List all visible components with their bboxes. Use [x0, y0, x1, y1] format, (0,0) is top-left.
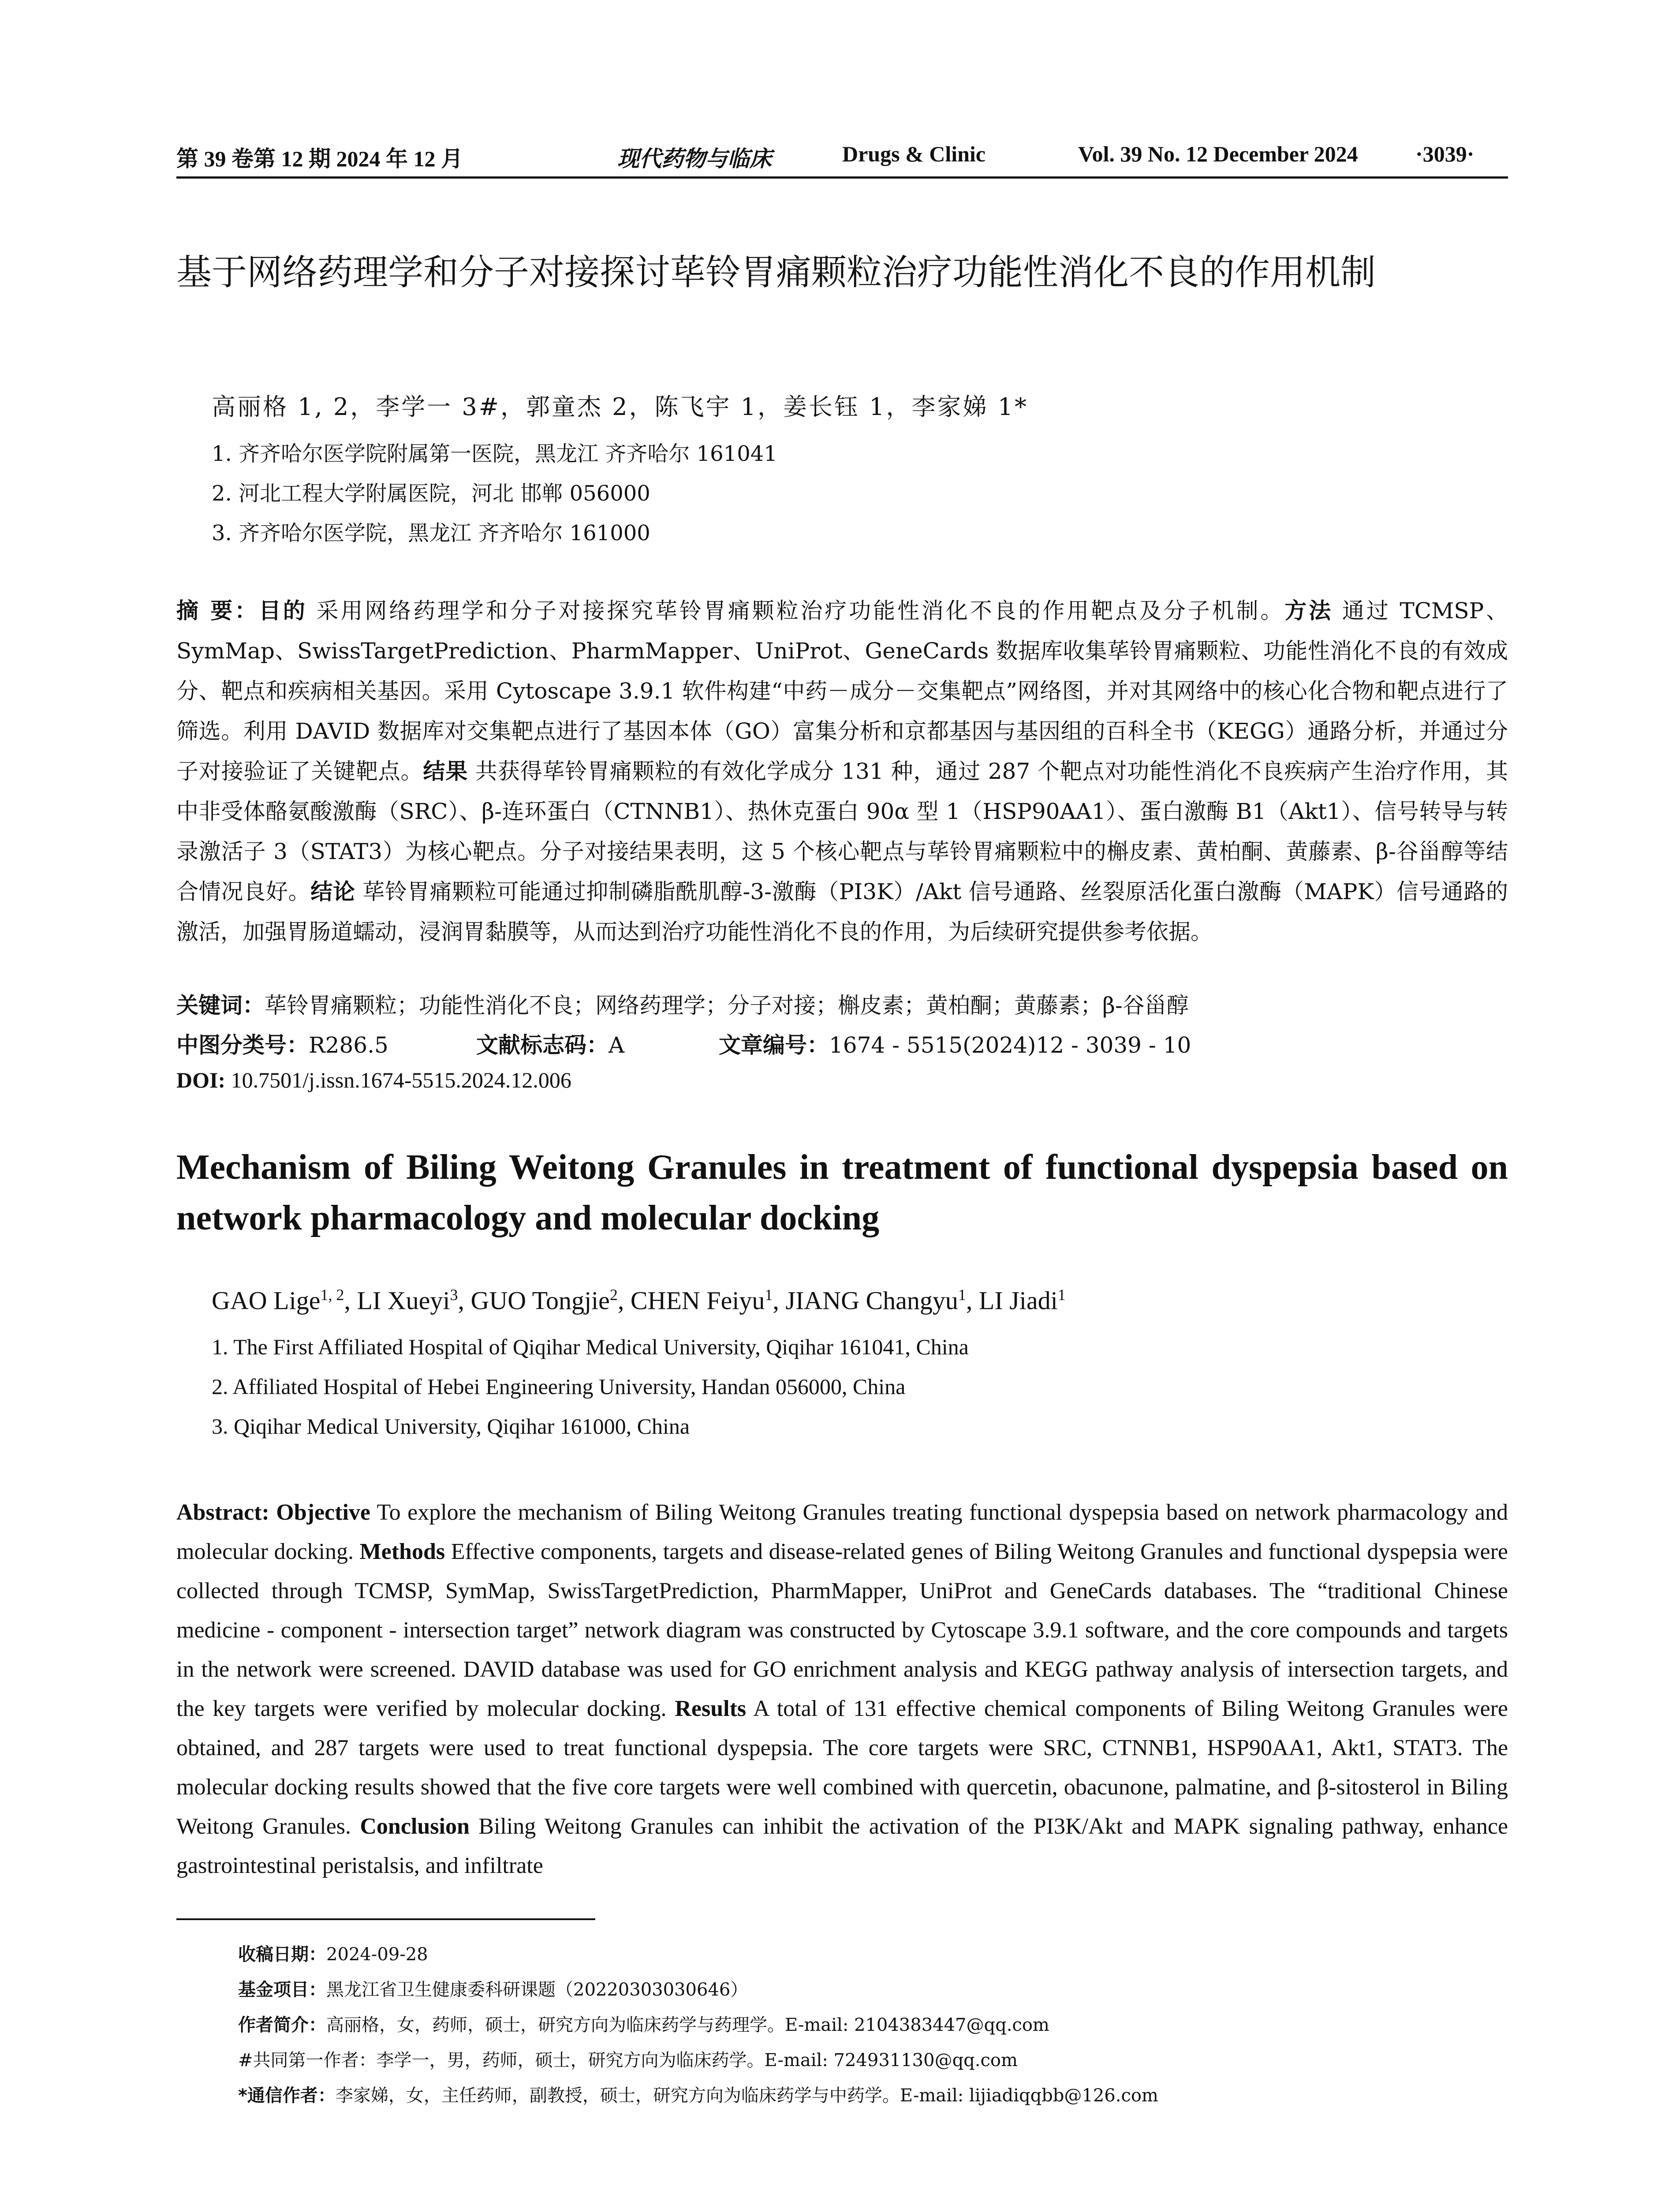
- en-author: CHEN Feiyu: [630, 1286, 765, 1315]
- en-authors: GAO Lige$^{1, 2}$, LI Xueyi$^3$, GUO Tongjie$^2$, CHEN Feiyu$^1$, JIANG Changyu$^1$, LI Jiadi$^1$: [212, 1286, 1066, 1315]
- footnote-text: 2024-09-28: [326, 1944, 428, 1965]
- en-affiliation-2: 2. Affiliated Hospital of Hebei Engineering University, Handan 056000, China: [212, 1374, 906, 1399]
- en-affiliation-1: 1. The First Affiliated Hospital of Qiqihar Medical University, Qiqihar 161041, China: [212, 1334, 969, 1359]
- en-abstract-conclusion-label: Conclusion: [360, 1814, 470, 1839]
- cn-abstract-results: 共获得荜铃胃痛颗粒的有效化学成分 131 种，通过 287 个靶点对功能性消化不良疾病产生治疗作用，其中非受体酪氨酸激酶（SRC）、β-连环蛋白（CTNNB1）、热休克蛋白 90α 型 1（HSP90AA1）、蛋白激酶 B1（Akt1）、信号转导与转录激活子 3（STAT3）为核心靶点。分子对接结果表明，这 5 个核心靶点与荜铃胃痛颗粒中的槲皮素、黄柏酮、黄藤素、β-谷甾醇等结合情况良好。: [176, 759, 1508, 904]
- footnote-text: 李家娣，女，主任药师，副教授，硕士，研究方向为临床药学与中药学。E-mail: lijiadiqqbb@126.com: [335, 2085, 1158, 2106]
- en-author-sup: 1: [958, 1286, 966, 1304]
- en-title: Mechanism of Biling Weitong Granules in treatment of functional dyspepsia based on network pharmacology and molecular docking: [176, 1148, 1508, 1237]
- cn-abstract-methods: 通过 TCMSP、SymMap、SwissTargetPrediction、PharmMapper、UniProt、GeneCards 数据库收集荜铃胃痛颗粒、功能性消化不良的有效成分、靶点和疾病相关基因。采用 Cytoscape 3.9.1 软件构建“中药－成分－交集靶点”网络图，并对其网络中的核心化合物和靶点进行了筛选。利用 DAVID 数据库对交集靶点进行了基因本体（GO）富集分析和京都基因与基因组的百科全书（KEGG）通路分析，并通过分子对接验证了关键靶点。: [176, 598, 1508, 784]
- doi-line: [176, 1067, 1508, 1093]
- en-author: LI Xueyi: [357, 1286, 450, 1315]
- cn-abstract-methods-label: 方法: [1284, 598, 1333, 624]
- footnote-label: #共同第一作者：: [238, 2050, 377, 2070]
- footnote-author-bio: [238, 2011, 1473, 2036]
- footnote-label: 基金项目：: [238, 1980, 326, 2000]
- cn-affiliation-2: 2. 河北工程大学附属医院，河北 邯郸 056000: [212, 481, 650, 506]
- en-author: GAO Lige: [212, 1286, 321, 1315]
- en-author: GUO Tongjie: [470, 1286, 610, 1315]
- doc-code-label: 文献标志码：: [476, 1032, 609, 1058]
- footnote-text: 高丽格，女，药师，硕士，研究方向为临床药学与药理学。E-mail: 2104383447@qq.com: [326, 2015, 1049, 2035]
- footnote-label: 收稿日期：: [238, 1944, 326, 1965]
- cn-classification: [176, 1028, 1508, 1059]
- cn-abstract-objective: 采用网络药理学和分子对接探究荜铃胃痛颗粒治疗功能性消化不良的作用靶点及分子机制。: [307, 598, 1285, 624]
- header-issue-cn: 第 39 卷第 12 期 2024 年 12 月: [176, 146, 463, 171]
- cn-abstract-conclusion-label: 结论: [310, 879, 355, 904]
- footnote-label: 作者简介：: [238, 2015, 326, 2035]
- footnote-received: [238, 1940, 1473, 1966]
- doc-code-value: A: [609, 1032, 625, 1058]
- en-abstract-objective: To explore the mechanism of Biling Weitong Granules treating functional dyspepsia based on network pharmacology and molecular docking.: [176, 1500, 1508, 1564]
- cn-abstract-objective-label: 目的: [258, 598, 307, 624]
- header-page-number: ·3039·: [1415, 142, 1475, 166]
- article-no-value: 1674 - 5515(2024)12 - 3039 - 10: [829, 1032, 1191, 1058]
- en-abstract-methods: Effective components, targets and disease-related genes of Biling Weitong Granules and functional dyspepsia were collected through TCMSP, SymMap, SwissTargetPrediction, PharmMapper, UniProt and GeneCards databases. The “traditional Chinese medicine - component - intersection target” network diagram was constructed by Cytoscape 3.9.1 software, and the core compounds and targets in the network were screened. DAVID database was used for GO enrichment analysis and KEGG pathway analysis of intersection targets, and the key targets were verified by molecular docking.: [176, 1539, 1508, 1721]
- cn-affiliation-1: 1. 齐齐哈尔医学院附属第一医院，黑龙江 齐齐哈尔 161041: [212, 441, 777, 466]
- en-author-sup: 1, 2: [320, 1286, 344, 1304]
- cn-authors: 高丽格 1, 2，李学一 3#，郭童杰 2，陈飞宇 1，姜长钰 1，李家娣 1*: [212, 393, 1029, 421]
- header-journal-cn: 现代药物与临床: [617, 146, 772, 172]
- cn-abstract-results-label: 结果: [423, 759, 468, 784]
- en-abstract-conclusion: Biling Weitong Granules can inhibit the activation of the PI3K/Akt and MAPK signaling pathway, enhance gastrointestinal peristalsis, and infiltrate: [176, 1814, 1508, 1878]
- cn-affiliation-3: 3. 齐齐哈尔医学院，黑龙江 齐齐哈尔 161000: [212, 521, 650, 546]
- en-abstract-results-label: Results: [675, 1696, 747, 1721]
- footnote-rule: [176, 1918, 595, 1920]
- footnote-text: 李学一，男，药师，硕士，研究方向为临床药学。E-mail: 724931130@qq.com: [376, 2050, 1018, 2070]
- en-author-sup: 3: [450, 1286, 458, 1304]
- cn-keywords: [176, 988, 1508, 1020]
- article-no-label: 文章编号：: [719, 1032, 829, 1058]
- clc-value: R286.5: [309, 1032, 388, 1058]
- en-author-sup: 2: [609, 1286, 618, 1304]
- en-abstract-results: A total of 131 effective chemical components of Biling Weitong Granules were obtained, and 287 targets were used to treat functional dyspepsia. The core targets were SRC, CTNNB1, HSP90AA1, Akt1, STAT3. The molecular docking results showed that the five core targets were well combined with quercetin, obacunone, palmatine, and β-sitosterol in Biling Weitong Granules.: [176, 1696, 1508, 1839]
- doi-value: 10.7501/j.issn.1674-5515.2024.12.006: [225, 1068, 571, 1092]
- en-author-sup: 1: [765, 1286, 773, 1304]
- en-abstract-methods-label: Methods: [359, 1539, 445, 1564]
- doi-label: DOI:: [176, 1068, 226, 1092]
- footnote-co-first-author: [238, 2046, 1473, 2071]
- footnote-corresponding: [238, 2082, 1473, 2107]
- cn-abstract-conclusion: 荜铃胃痛颗粒可能通过抑制磷脂酰肌醇-3-激酶（PI3K）/Akt 信号通路、丝裂原活化蛋白激酶（MAPK）信号通路的激活，加强胃肠道蠕动，浸润胃黏膜等，从而达到治疗功能性消化不良的作用，为后续研究提供参考依据。: [176, 879, 1508, 945]
- en-affiliation-3: 3. Qiqihar Medical University, Qiqihar 161000, China: [212, 1414, 690, 1439]
- cn-keywords-text: 荜铃胃痛颗粒；功能性消化不良；网络药理学；分子对接；槲皮素；黄柏酮；黄藤素；β-谷甾醇: [265, 993, 1189, 1018]
- header-issue-en: Vol. 39 No. 12 December 2024: [1078, 142, 1358, 166]
- footnote-label: *通信作者：: [238, 2085, 336, 2106]
- header-rule: [176, 176, 1508, 179]
- cn-keywords-label: 关键词：: [176, 993, 265, 1018]
- en-author: JIANG Changyu: [785, 1286, 958, 1315]
- footnote-text: 黑龙江省卫生健康委科研课题（20220303030646）: [326, 1980, 748, 2000]
- header-journal-en: Drugs & Clinic: [842, 142, 986, 166]
- en-abstract: [176, 1493, 1508, 1885]
- en-abstract-objective-label: Objective: [276, 1500, 370, 1525]
- cn-abstract-label: 摘 要：: [176, 598, 259, 624]
- en-abstract-label: Abstract:: [176, 1500, 276, 1525]
- clc-label: 中图分类号：: [176, 1032, 309, 1058]
- footnote-funding: [238, 1976, 1473, 2001]
- cn-title: 基于网络药理学和分子对接探讨荜铃胃痛颗粒治疗功能性消化不良的作用机制: [176, 252, 1376, 293]
- en-author: LI Jiadi: [978, 1286, 1058, 1315]
- cn-abstract: [176, 591, 1508, 952]
- en-author-sup: 1: [1057, 1286, 1066, 1304]
